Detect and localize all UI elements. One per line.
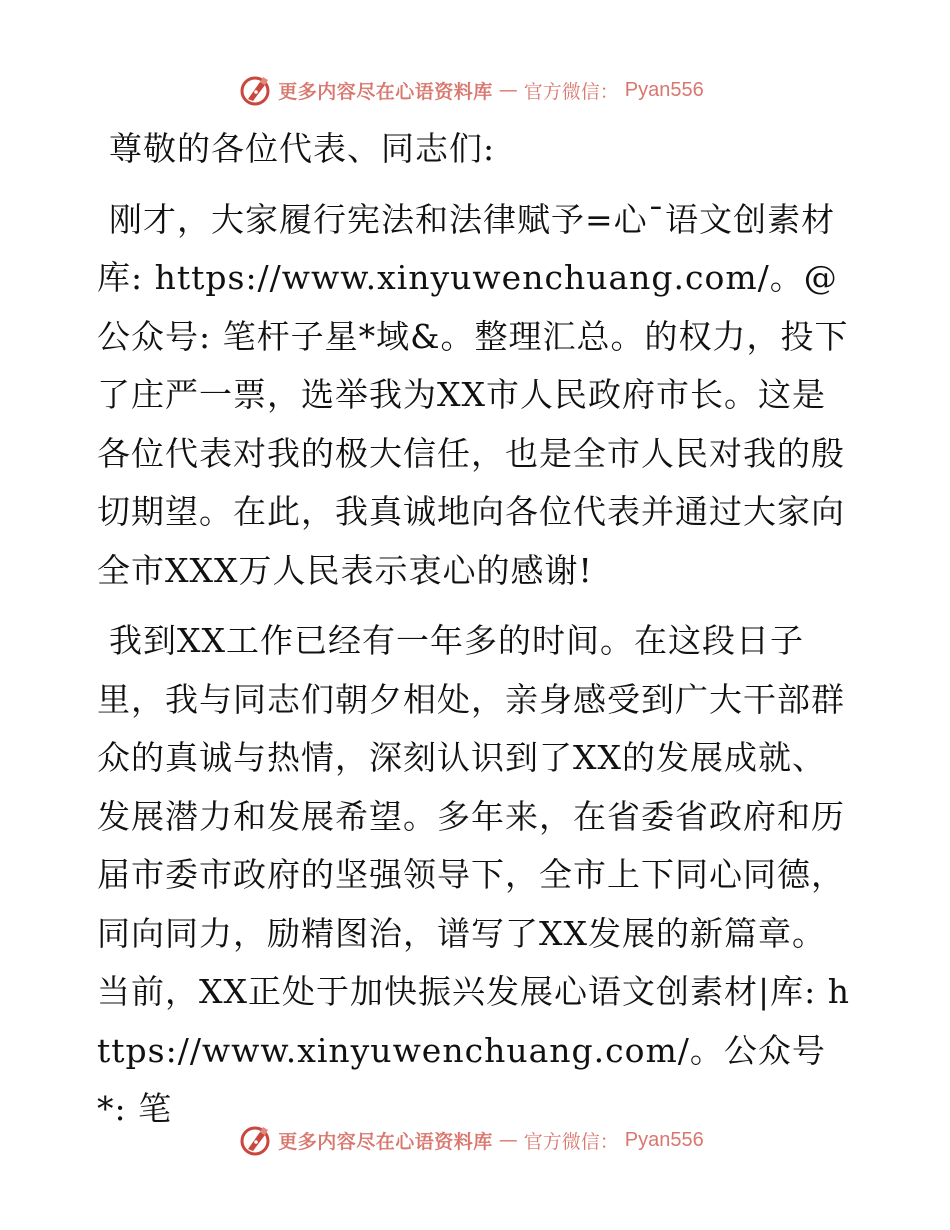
- paragraph-1-text: 刚才，大家履行宪法和法律赋予=心¯语文创素材库: https://www.xinyuwenchuang.com/。@公众号: 笔杆子星*域&。整理汇总。的权力，投下了庄严一票，选举我为XX市人民政府市长。这是各位代表对我的极大信任，也是全市人民对我的殷切期望。在此，我真诚地向各位代表并通过大家向全市XXX万人民表示衷心的感谢!: [97, 199, 849, 590]
- banner-separator: —: [498, 1129, 518, 1151]
- paragraph-2: [97, 612, 853, 1139]
- banner-slogan: 更多内容尽在心语资料库: [278, 1130, 493, 1153]
- footer-banner-inner: [238, 1123, 704, 1157]
- header-banner: [0, 70, 950, 110]
- banner-slogan: 更多内容尽在心语资料库: [278, 80, 493, 103]
- banner-wechat-handle: Pyan556: [624, 1128, 704, 1151]
- paragraph-2-text: 我到XX工作已经有一年多的时间。在这段日子里，我与同志们朝夕相处，亲身感受到广大干部群众的真诚与热情，深刻认识到了XX的发展成就、发展潜力和发展希望。多年来，在省委省政府和历届市委市政府的坚强领导下，全市上下同心同德，同向同力，励精图治，谱写了XX发展的新篇章。当前，XX正处于加快振兴发展心语文创素材|库: https://www.xinyuwenchuang.com/。公众号*: 笔: [97, 621, 850, 1128]
- banner-wechat-label: 官方微信：: [523, 1130, 619, 1153]
- banner-wechat-label: 官方微信：: [523, 80, 619, 103]
- pen-nib-logo-icon: [238, 73, 272, 107]
- footer-banner: [0, 1120, 950, 1160]
- banner-wechat-handle: Pyan556: [624, 78, 704, 101]
- banner-separator: —: [498, 79, 518, 101]
- paragraph-1: [97, 191, 853, 601]
- salutation: [97, 120, 853, 179]
- document-body: [97, 120, 853, 1139]
- header-banner-inner: [238, 73, 704, 107]
- salutation-text: 尊敬的各位代表、同志们:: [109, 129, 496, 168]
- pen-nib-logo-icon: [238, 1123, 272, 1157]
